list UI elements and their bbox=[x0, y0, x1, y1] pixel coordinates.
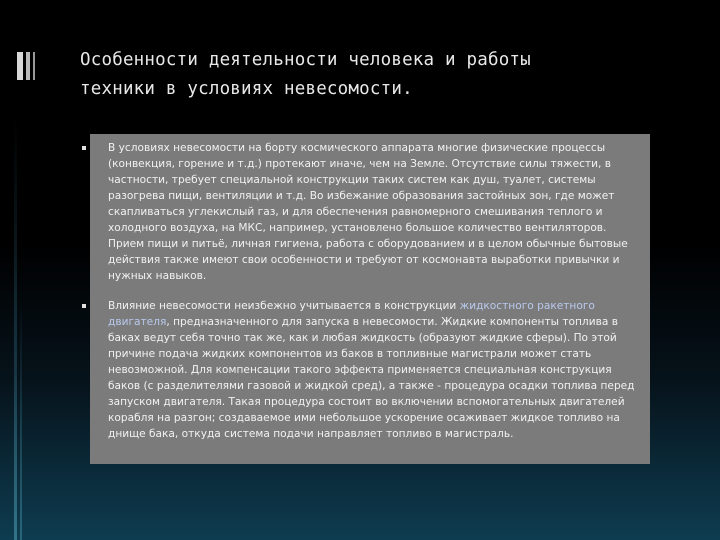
text-line: действия также имеют свои особенности и требуют от космонавта выработки привычки и bbox=[108, 254, 620, 266]
text-line: баках ведут себя точно так же, как и любая жидкость (образуют жидкие сферы). По этой bbox=[108, 332, 617, 344]
text-line: частности, требует специальной конструкции таких систем как душ, туалет, системы bbox=[108, 174, 596, 186]
text-segment: Влияние невесомости неизбежно учитывается в конструкции bbox=[108, 300, 460, 312]
title-line: Особенности деятельности человека и работы bbox=[80, 50, 531, 70]
text-line: причине подача жидких компонентов из баков в топливные магистрали может стать bbox=[108, 348, 592, 360]
text-line: невозможной. Для компенсации такого эффекта применяется специальная конструкция bbox=[108, 364, 612, 376]
bullet-square-icon bbox=[82, 304, 86, 308]
text-line: скапливаться углекислый газ, и для обеспечения равномерного смешивания теплого и bbox=[108, 206, 603, 218]
decorative-bar bbox=[33, 52, 35, 80]
decorative-bar bbox=[26, 52, 30, 80]
bullet-square-icon bbox=[82, 146, 86, 150]
text-line: баков (с разделителями газовой и жидкой сред), а также - процедура осадки топлива перед bbox=[108, 380, 635, 392]
text-line: нужных навыков. bbox=[108, 270, 207, 282]
text-line: холодного воздуха, на МКС, например, установлено большое количество вентиляторов. bbox=[108, 222, 607, 234]
text-segment: , предназначенного для запуска в невесомости. Жидкие компоненты топлива в bbox=[166, 316, 618, 328]
text-line: разогрева пищи, вентиляции и т.д. Во избежание образования застойных зон, где может bbox=[108, 190, 615, 202]
text-line bbox=[108, 314, 638, 330]
text-line: Прием пищи и питьё, личная гигиена, работа с оборудованием и в целом обычные бытовые bbox=[108, 238, 628, 250]
paragraph bbox=[108, 140, 638, 284]
slide-title bbox=[80, 46, 680, 104]
text-line: (конвекция, горение и т.д.) протекают иначе, чем на Земле. Отсутствие силы тяжести, в bbox=[108, 158, 611, 170]
decorative-line bbox=[20, 300, 22, 540]
text-line bbox=[108, 298, 638, 314]
paragraph bbox=[108, 298, 638, 442]
text-line: днище бака, откуда система подачи направляет топливо в магистраль. bbox=[108, 428, 514, 440]
decorative-bar bbox=[17, 52, 23, 80]
title-line: техники в условиях невесомости. bbox=[80, 79, 413, 99]
content-box bbox=[90, 134, 650, 464]
rocket-engine-link[interactable]: жидкостного ракетного bbox=[459, 300, 595, 312]
text-line: В условиях невесомости на борту космического аппарата многие физические процессы bbox=[108, 142, 606, 154]
text-line: корабля на разгон; создаваемое ими небольшое ускорение осаживает жидкое топливо на bbox=[108, 412, 620, 424]
rocket-engine-link[interactable]: двигателя bbox=[108, 316, 167, 328]
decorative-line bbox=[14, 118, 17, 540]
text-line: запуском двигателя. Такая процедура состоит во включении вспомогательных двигателей bbox=[108, 396, 625, 408]
